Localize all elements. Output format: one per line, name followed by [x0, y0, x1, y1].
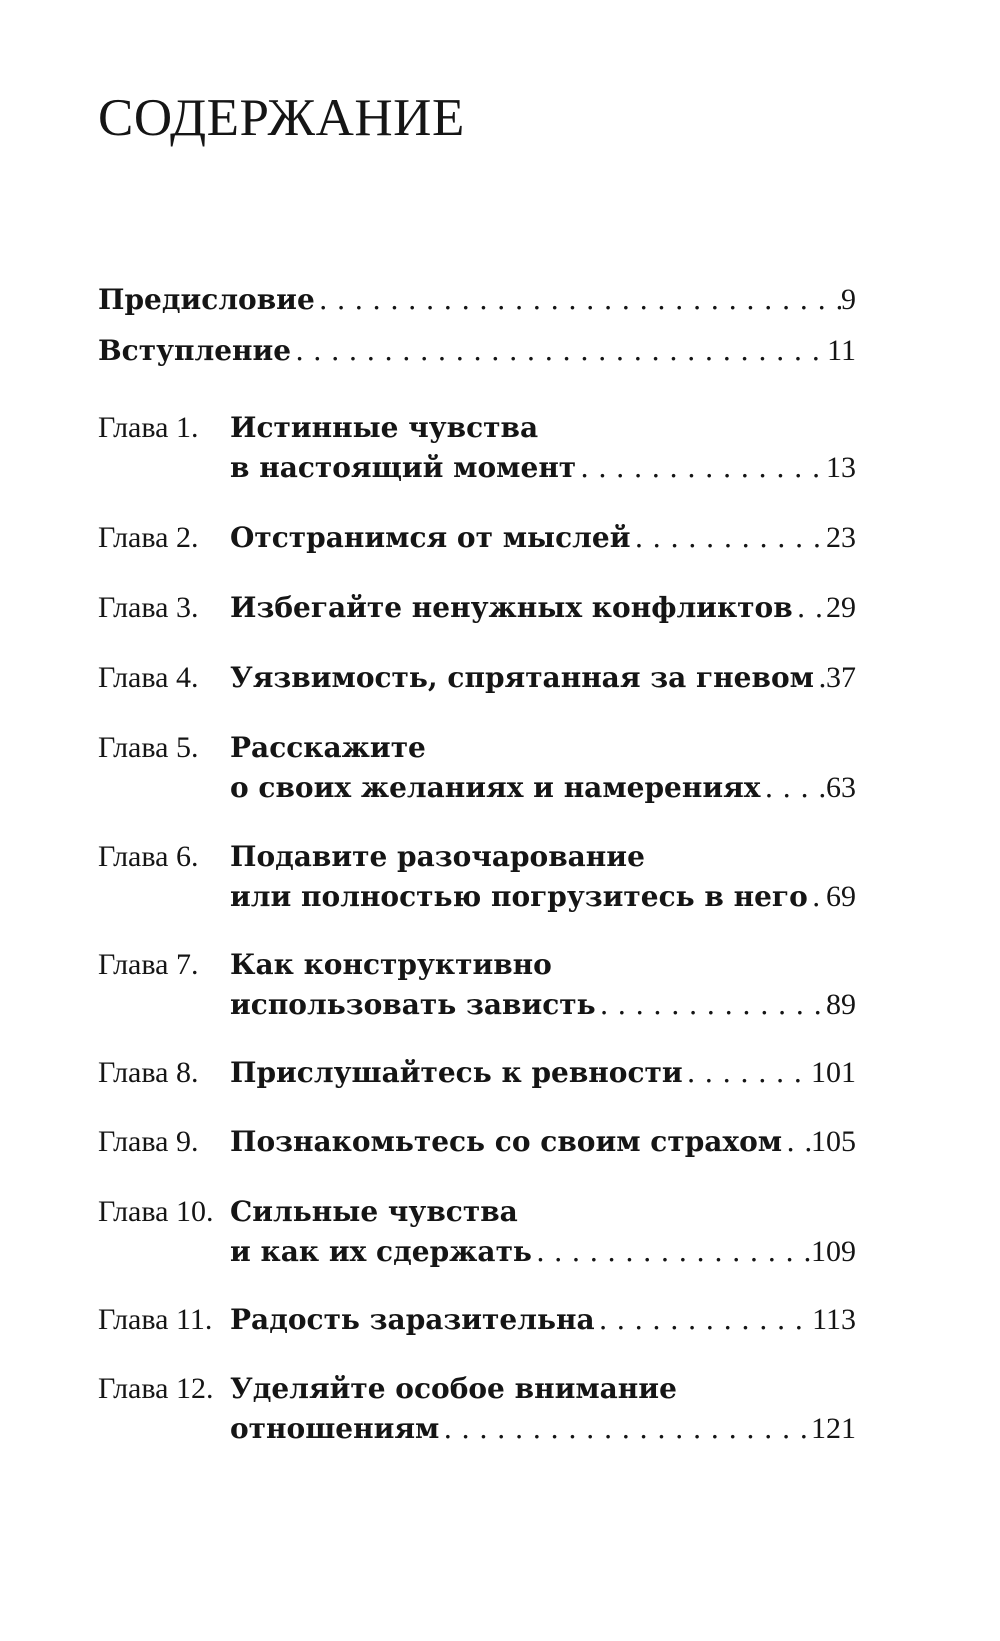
page-number: 13 — [826, 451, 856, 484]
page-number: 9 — [841, 283, 856, 316]
chapter-label: Глава 10. — [98, 1195, 214, 1228]
chapter-label: Глава 1. — [98, 411, 199, 444]
dot-leader — [793, 588, 826, 628]
chapter-label: Глава 8. — [98, 1056, 199, 1089]
dot-leader — [291, 331, 827, 371]
dot-leader — [532, 1232, 811, 1272]
entry-title-line: Радость заразительна — [230, 1303, 595, 1336]
toc-entry-chapter-9 — [98, 1122, 856, 1162]
page-number: 89 — [826, 988, 856, 1021]
toc-entry-chapter-2 — [98, 518, 856, 558]
page-number: 11 — [827, 334, 856, 367]
page-number: 63 — [826, 771, 856, 804]
entry-title-line: о своих желаниях и намерениях — [230, 771, 761, 804]
toc-entry-foreword — [98, 280, 856, 320]
entry-title-line: или полностью погрузитесь в него — [230, 880, 808, 913]
entry-title-line: Как конструктивно — [230, 948, 552, 981]
page-title: СОДЕРЖАНИЕ — [98, 89, 465, 147]
chapter-label: Глава 7. — [98, 948, 199, 981]
page-number: 23 — [826, 521, 856, 554]
chapter-label: Глава 9. — [98, 1125, 199, 1158]
chapter-label: Глава 4. — [98, 661, 199, 694]
dot-leader — [576, 448, 826, 488]
chapter-label: Глава 5. — [98, 731, 199, 764]
entry-title-line: Сильные чувства — [230, 1195, 518, 1228]
entry-title-line: в настоящий момент — [230, 451, 577, 484]
entry-title-line: Расскажите — [230, 731, 426, 764]
page-number: 113 — [812, 1303, 856, 1336]
dot-leader — [808, 877, 826, 917]
page-number: 37 — [826, 661, 856, 694]
entry-title-line: и как их сдержать — [230, 1235, 532, 1268]
dot-leader — [596, 985, 826, 1025]
toc-entry-chapter-8 — [98, 1053, 856, 1093]
dot-leader — [595, 1300, 813, 1340]
chapter-label: Глава 3. — [98, 591, 199, 624]
dot-leader — [439, 1409, 811, 1449]
toc-entry-chapter-3 — [98, 588, 856, 628]
dot-leader — [814, 658, 826, 698]
dot-leader — [630, 518, 826, 558]
chapter-label: Глава 2. — [98, 521, 199, 554]
entry-title-line: Отстранимся от мыслей — [230, 521, 631, 554]
entry-title-line: Познакомьтесь со своим страхом — [230, 1125, 783, 1158]
chapter-label: Глава 12. — [98, 1372, 214, 1405]
toc-entry-chapter-12 — [98, 1369, 856, 1449]
dot-leader — [761, 768, 827, 808]
entry-title: Вступление — [98, 334, 292, 367]
page-number: 105 — [811, 1125, 856, 1158]
toc-entry-chapter-5 — [98, 728, 856, 808]
entry-title-line: Истинные чувства — [230, 411, 539, 444]
toc-entry-chapter-10 — [98, 1192, 856, 1272]
toc-entry-chapter-1 — [98, 408, 856, 488]
page-number: 69 — [826, 880, 856, 913]
toc-entry-chapter-7 — [98, 945, 856, 1025]
entry-title-line: Подавите разочарование — [230, 840, 645, 873]
entry-title-line: отношениям — [230, 1412, 440, 1445]
entry-title-line: Прислушайтесь к ревности — [230, 1056, 683, 1089]
entry-title-line: Избегайте ненужных конфликтов — [230, 591, 793, 624]
toc-entry-chapter-6 — [98, 837, 856, 917]
page-number: 101 — [811, 1056, 856, 1089]
toc-entry-introduction — [98, 331, 856, 371]
dot-leader — [315, 280, 841, 320]
dot-leader — [683, 1053, 811, 1093]
page-number: 29 — [826, 591, 856, 624]
chapter-label: Глава 6. — [98, 840, 199, 873]
entry-title-line: Уделяйте особое внимание — [230, 1372, 677, 1405]
chapter-label: Глава 11. — [98, 1303, 213, 1336]
page-number: 121 — [811, 1412, 856, 1445]
entry-title: Предисловие — [98, 283, 315, 316]
toc-entry-chapter-11 — [98, 1300, 856, 1340]
page-number: 109 — [811, 1235, 856, 1268]
dot-leader — [782, 1122, 811, 1162]
entry-title-line: использовать зависть — [230, 988, 596, 1021]
toc-entry-chapter-4 — [98, 658, 856, 698]
entry-title-line: Уязвимость, спрятанная за гневом — [230, 661, 814, 694]
